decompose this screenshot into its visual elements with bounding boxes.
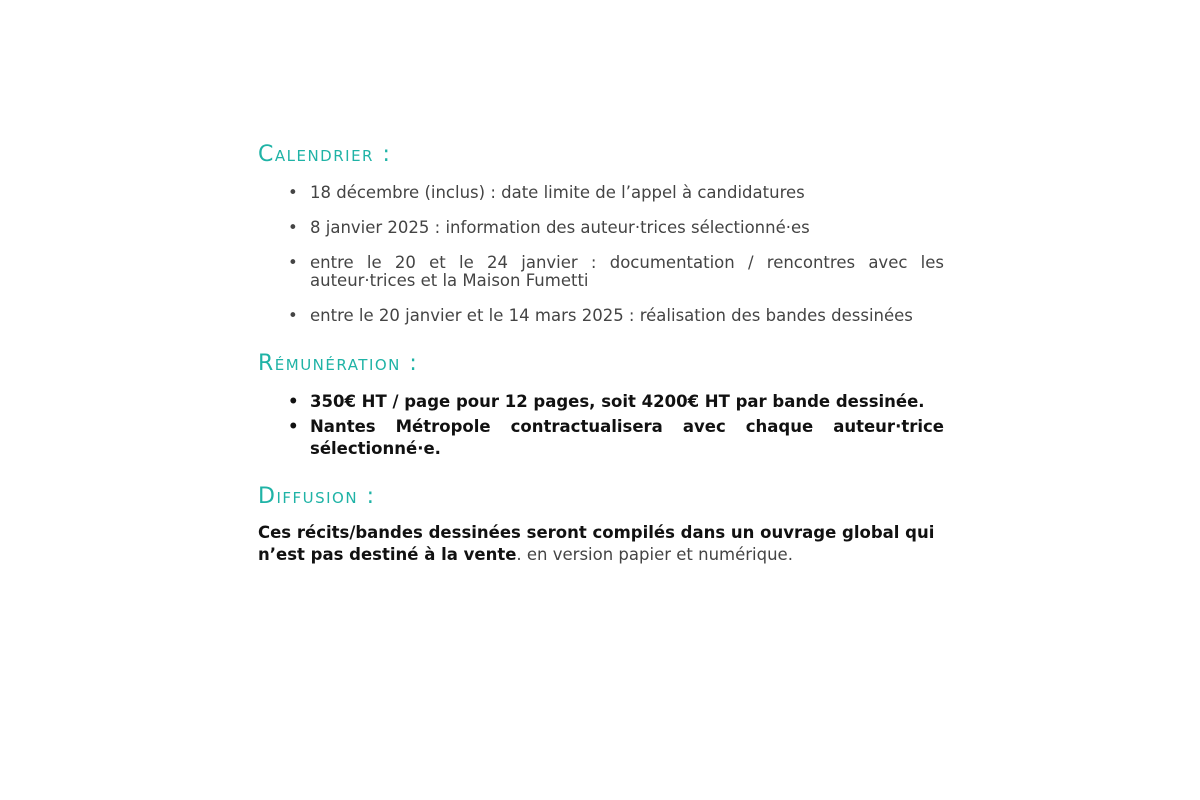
document-content [258, 138, 944, 566]
remuneration-item-1: 350€ HT / page pour 12 pages, soit 4200€ HT par bande dessinée. [310, 392, 925, 411]
bullet-icon: • [288, 218, 298, 237]
calendrier-item-3: entre le 20 et le 24 janvier : documentation / rencontres avec les auteur·trices et la Maison Fumetti [310, 253, 944, 290]
list-item [288, 416, 944, 460]
diffusion-heading: Diffusion : [258, 484, 376, 509]
bullet-icon: • [288, 392, 299, 411]
bullet-icon: • [288, 253, 298, 272]
calendrier-item-1: 18 décembre (inclus) : date limite de l’appel à candidatures [310, 183, 805, 202]
list-item [288, 254, 944, 290]
bullet-icon: • [288, 306, 298, 325]
list-item [288, 184, 944, 202]
remuneration-heading: Rémunération : [258, 351, 419, 376]
list-item [288, 219, 944, 237]
diffusion-text-regular: . en version papier et numérique. [516, 545, 793, 564]
calendrier-item-2: 8 janvier 2025 : information des auteur·trices sélectionné·es [310, 218, 810, 237]
calendrier-item-4: entre le 20 janvier et le 14 mars 2025 : réalisation des bandes dessinées [310, 306, 913, 325]
list-item [288, 307, 944, 325]
calendrier-heading: Calendrier : [258, 142, 392, 167]
diffusion-text-bold: Ces récits/bandes dessinées seront compilés dans un ouvrage global qui n’est pas destiné à la vente [258, 523, 935, 564]
remuneration-item-2: Nantes Métropole contractualisera avec chaque auteur·trice sélectionné·e. [310, 417, 944, 458]
bullet-icon: • [288, 183, 298, 202]
list-item [288, 391, 944, 413]
diffusion-paragraph [258, 522, 944, 566]
calendrier-list [258, 184, 944, 325]
bullet-icon: • [288, 417, 299, 436]
remuneration-list [258, 391, 944, 460]
